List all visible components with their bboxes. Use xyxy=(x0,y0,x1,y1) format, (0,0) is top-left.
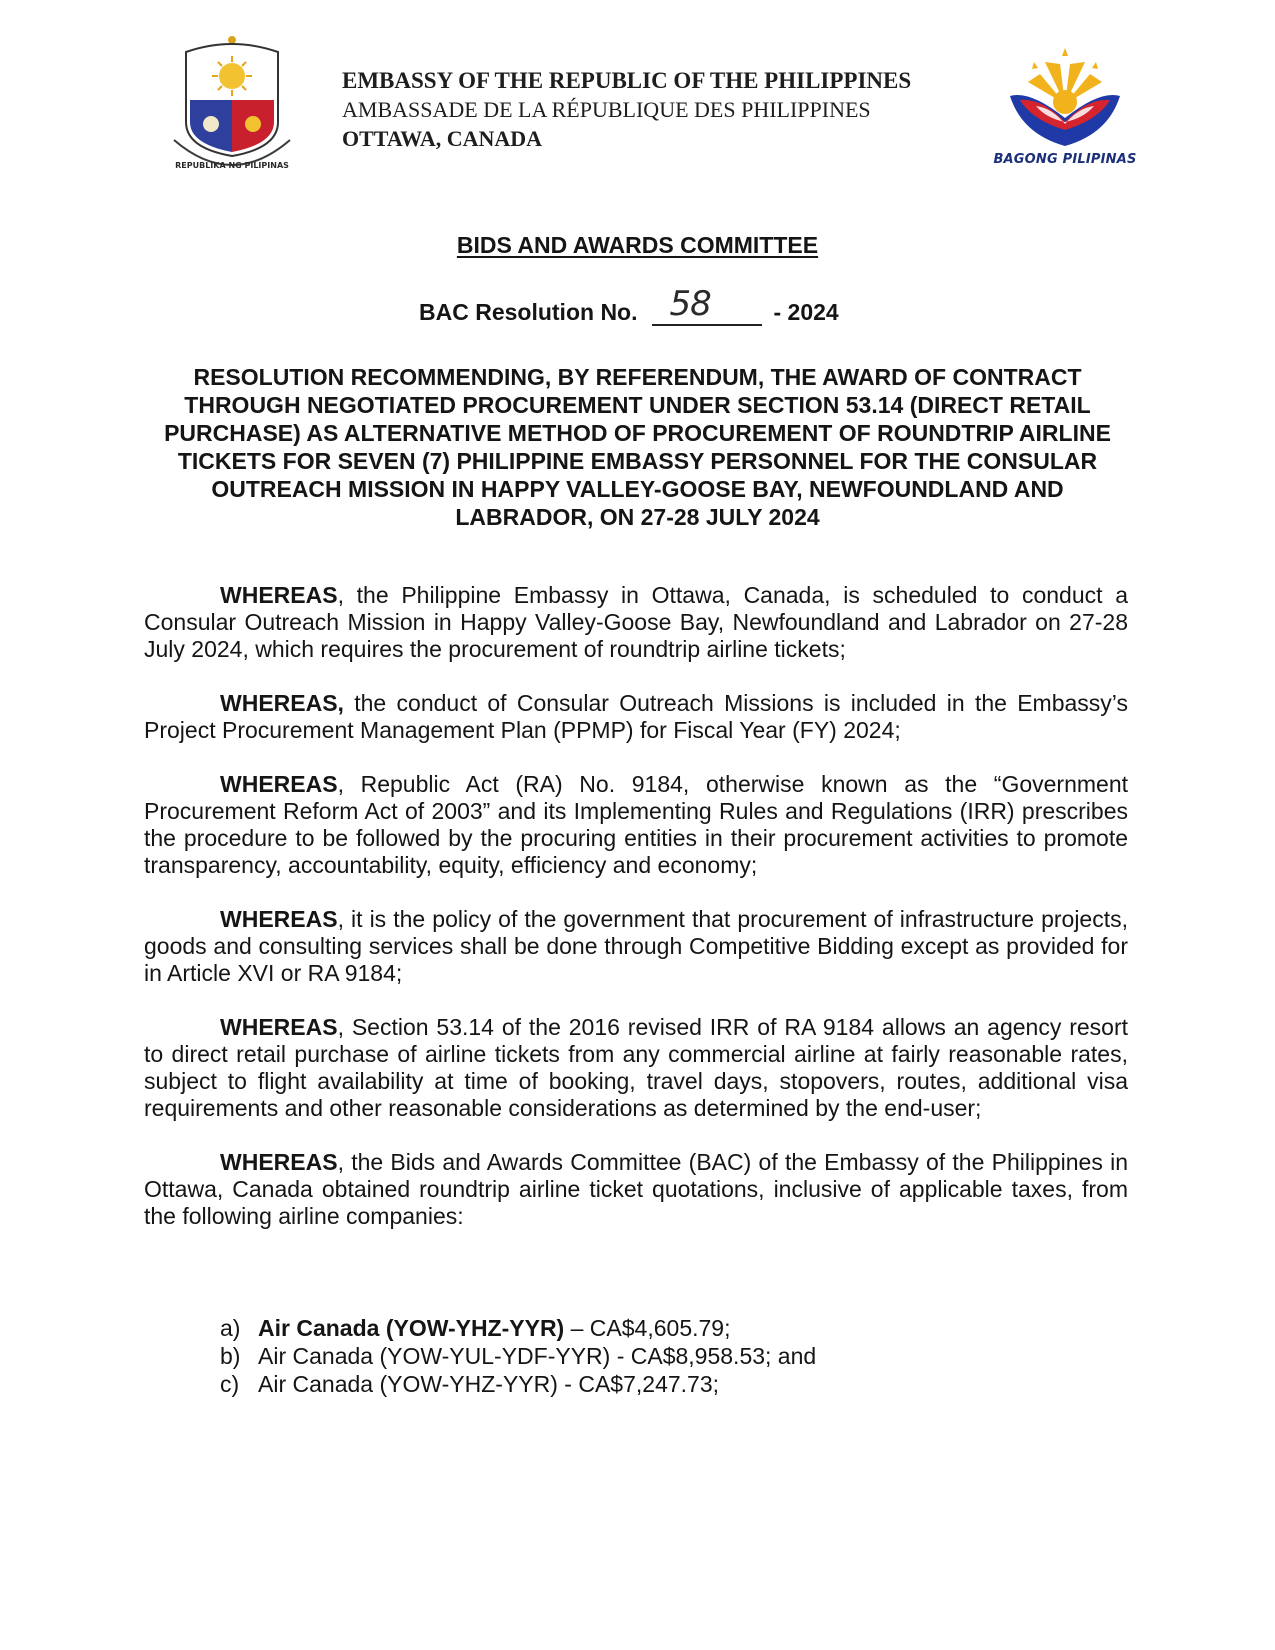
list-item: c) Air Canada (YOW-YHZ-YYR) - CA$7,247.73; xyxy=(220,1371,720,1397)
whereas-clauses xyxy=(144,582,1128,1257)
list-item: a) Air Canada (YOW-YHZ-YYR) – CA$4,605.79; xyxy=(220,1315,731,1341)
handwritten-resolution-number: 58 xyxy=(669,284,711,324)
bagong-pilipinas-emblem-icon xyxy=(990,34,1140,152)
resolution-number-blank xyxy=(652,284,762,326)
whereas-clause: WHEREAS, the Philippine Embassy in Ottawa, Canada, is scheduled to conduct a Consular Outreach Mission in Happy Valley-Goose Bay, Newfoundland and Labrador on 27-28 July 2024, which requires the procurement of roundtrip airline tickets; xyxy=(144,582,1128,662)
bagong-pilipinas-logo xyxy=(990,34,1140,170)
whereas-clause: WHEREAS, the conduct of Consular Outreach Missions is included in the Embassy’s Project Procurement Management Plan (PPMP) for Fiscal Year (FY) 2024; xyxy=(144,690,1128,743)
bagong-pilipinas-wordmark: BAGONG PILIPINAS xyxy=(993,152,1137,167)
embassy-name-french: AMBASSADE DE LA RÉPUBLIQUE DES PHILIPPINES xyxy=(342,97,871,122)
whereas-clause: WHEREAS, Republic Act (RA) No. 9184, otherwise known as the “Government Procurement Reform Act of 2003” and its Implementing Rules and Regulations (IRR) prescribes the procedure to be followed by the procuring entities in their procurement activities to promote transparency, accountability, equity, efficiency and economy; xyxy=(144,771,1128,878)
resolution-prefix: BAC Resolution No. xyxy=(419,299,638,325)
resolution-number-line xyxy=(419,284,839,326)
embassy-location: OTTAWA, CANADA xyxy=(342,126,543,151)
resolution-year: - 2024 xyxy=(773,299,839,325)
embassy-name-english: EMBASSY OF THE REPUBLIC OF THE PHILIPPINES xyxy=(342,68,912,93)
list-item: b) Air Canada (YOW-YUL-YDF-YYR) - CA$8,958.53; and xyxy=(220,1343,817,1369)
committee-heading: BIDS AND AWARDS COMMITTEE xyxy=(456,232,819,258)
airline-quotation-list xyxy=(220,1314,816,1398)
letterhead xyxy=(342,66,911,153)
resolution-title: RESOLUTION RECOMMENDING, BY REFERENDUM, THE AWARD OF CONTRACT THROUGH NEGOTIATED PROCUREMENT UNDER SECTION 53.14 (DIRECT RETAIL PURCHASE) AS ALTERNATIVE METHOD OF PROCUREMENT OF ROUNDTRIP AIRLINE TICKETS FOR SEVEN (7) PHILIPPINE EMBASSY PERSONNEL FOR THE CONSULAR OUTREACH MISSION IN HAPPY VALLEY-GOOSE BAY, NEWFOUNDLAND AND LABRADOR, ON 27-28 JULY 2024 xyxy=(164,364,1111,530)
philippine-coat-of-arms-icon xyxy=(168,30,296,178)
whereas-clause: WHEREAS, Section 53.14 of the 2016 revised IRR of RA 9184 allows an agency resort to direct retail purchase of airline tickets from any commercial airline at fairly reasonable rates, subject to flight availability at time of booking, travel days, stopovers, routes, additional visa requirements and other reasonable considerations as determined by the end-user; xyxy=(144,1014,1128,1121)
whereas-clause: WHEREAS, it is the policy of the government that procurement of infrastructure projects, goods and consulting services shall be done through Competitive Bidding except as provided for in Article XVI or RA 9184; xyxy=(144,906,1128,986)
whereas-clause: WHEREAS, the Bids and Awards Committee (BAC) of the Embassy of the Philippines in Ottawa, Canada obtained roundtrip airline ticket quotations, inclusive of applicable taxes, from the following airline companies: xyxy=(144,1149,1128,1229)
svg-text:REPUBLIKA NG PILIPINAS: REPUBLIKA NG PILIPINAS xyxy=(175,161,289,170)
